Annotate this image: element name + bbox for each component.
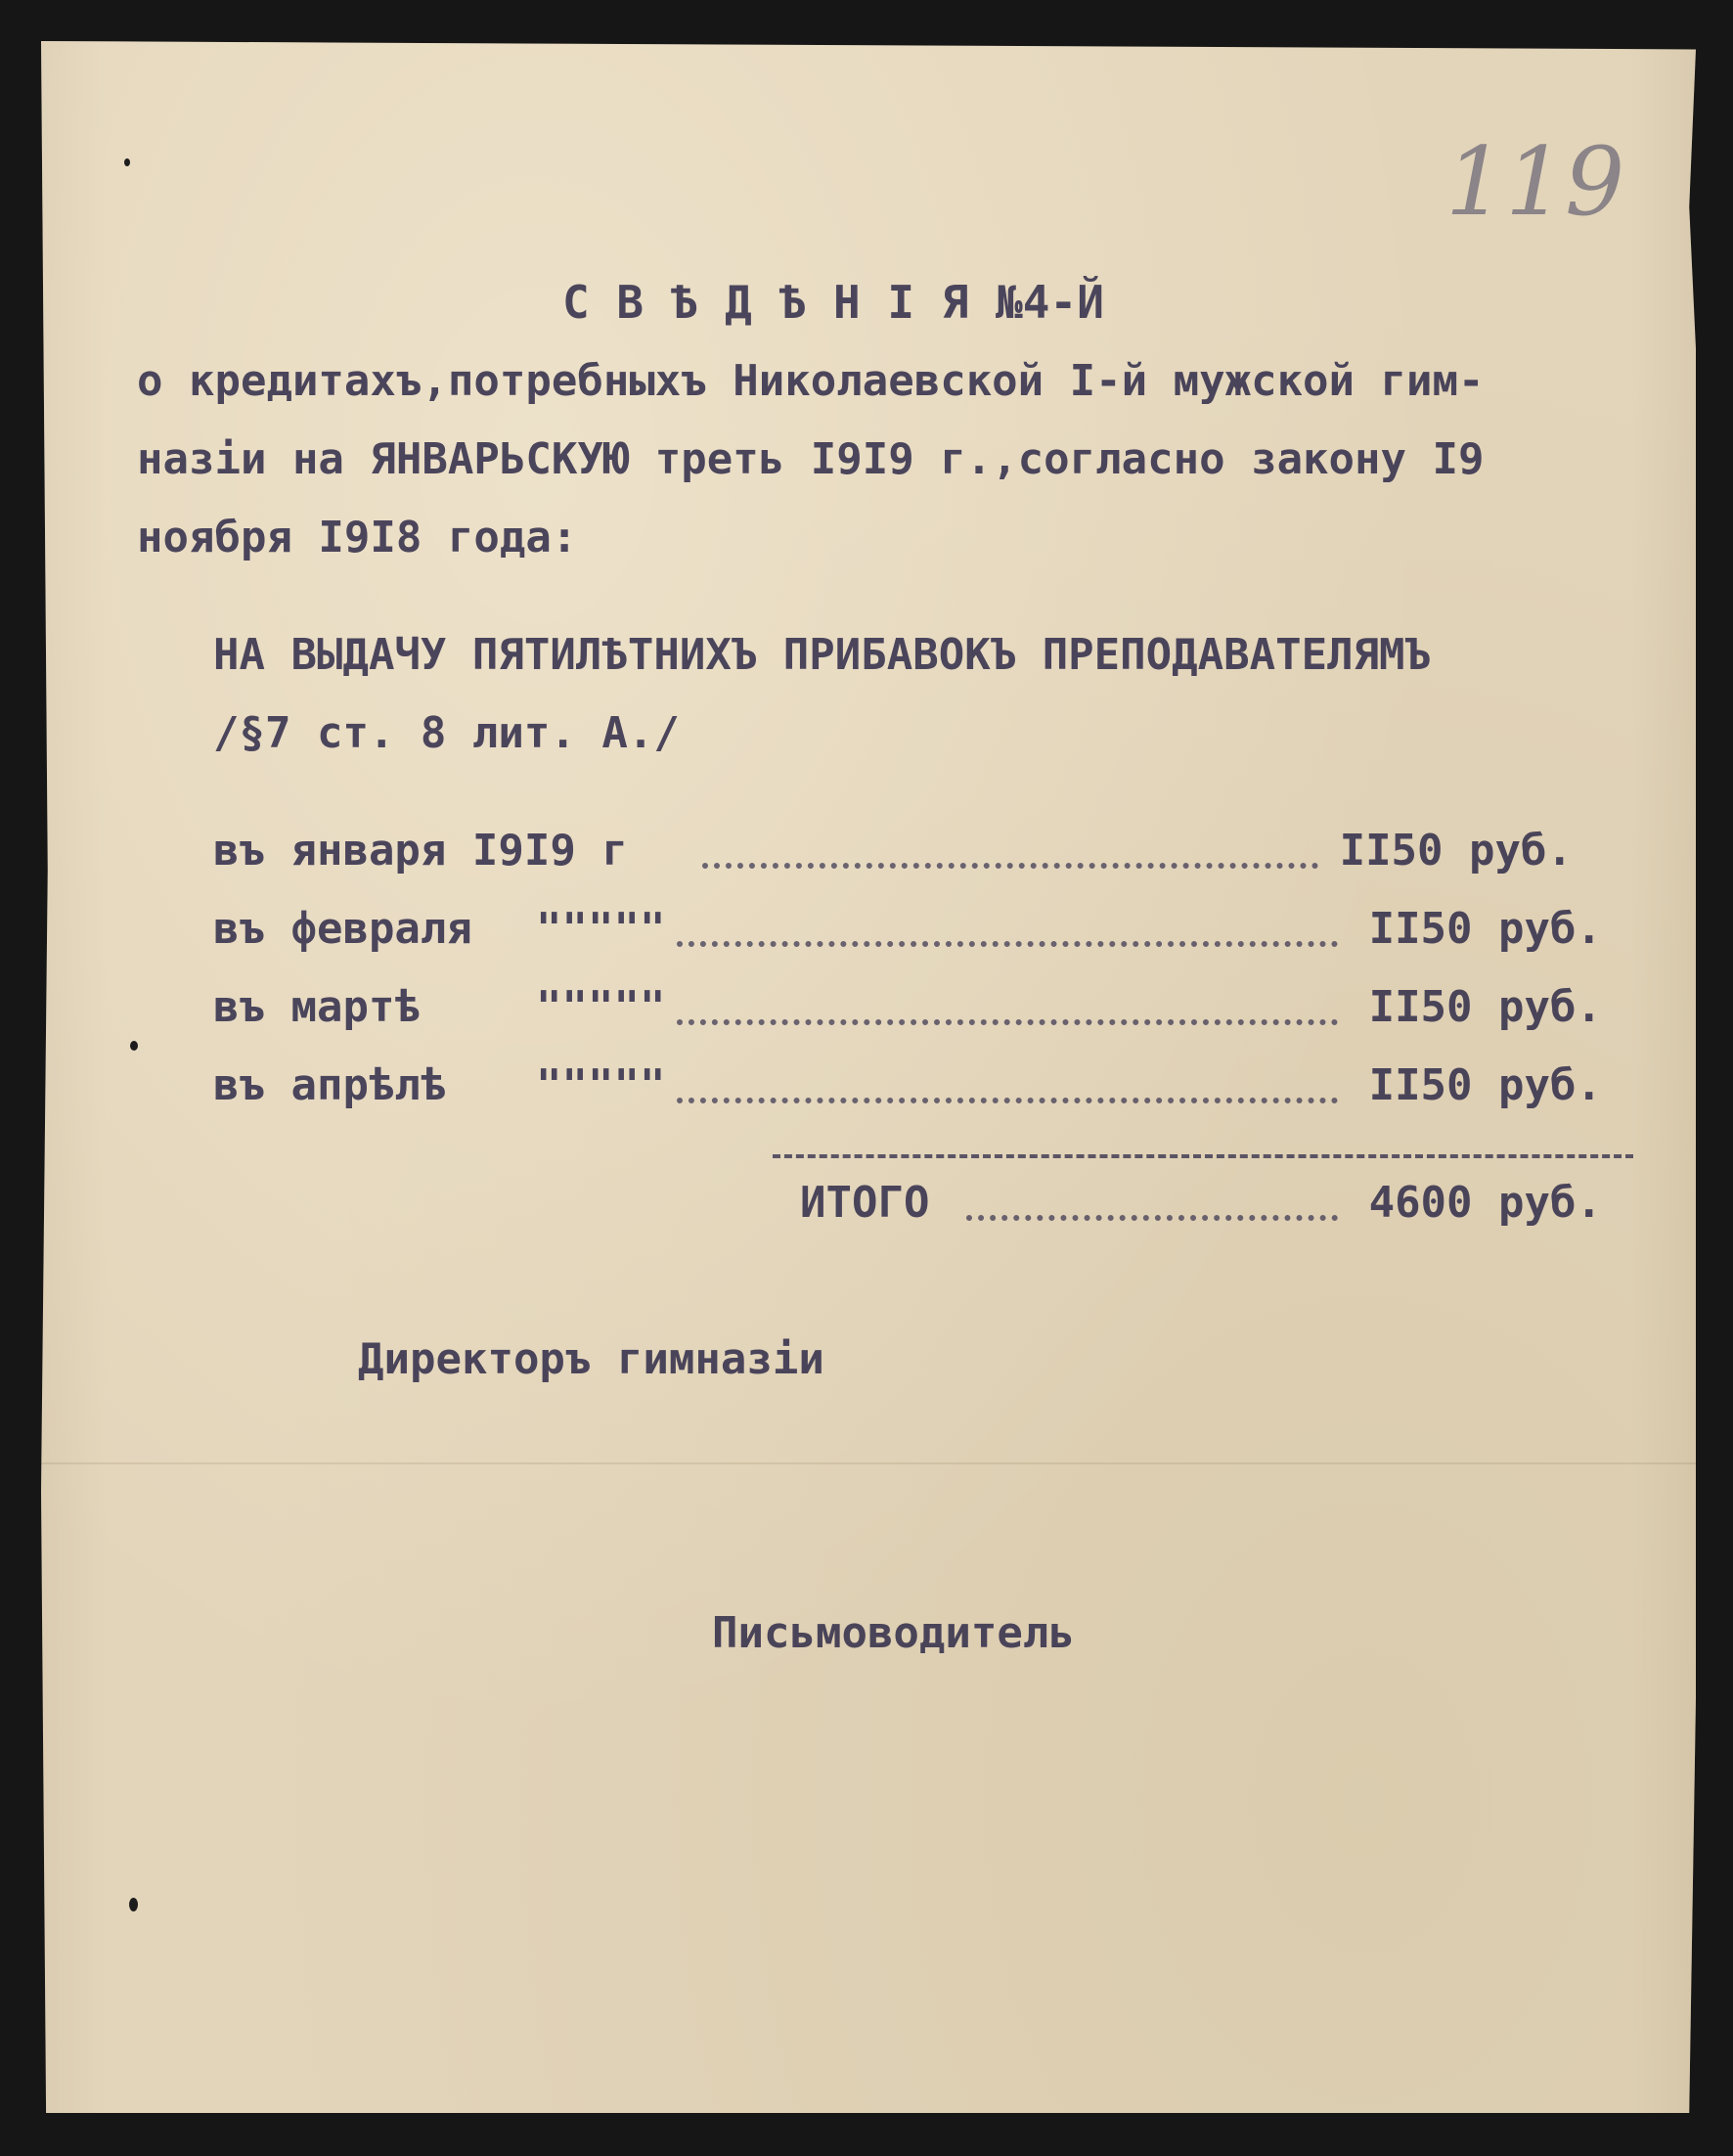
ledger-total-row bbox=[800, 1178, 1602, 1236]
ledger-row-amount: ІІ50 руб. bbox=[1368, 904, 1602, 954]
ledger-dot-leader bbox=[702, 863, 1318, 869]
ledger-row-amount: ІІ50 руб. bbox=[1339, 826, 1573, 876]
signature-director: Директоръ гимназіи bbox=[358, 1334, 824, 1384]
signature-clerk: Письмоводитель bbox=[712, 1608, 1075, 1658]
ledger-row-ditto: """"" bbox=[536, 904, 666, 954]
purpose-line-2: /§7 ст. 8 лит. А./ bbox=[213, 708, 680, 758]
ledger-row-label: въ мартѣ bbox=[213, 982, 421, 1032]
intro-line-1: о кредитахъ,потребныхъ Николаевской І-й мужской гим- bbox=[137, 356, 1485, 406]
total-separator-line bbox=[773, 1154, 1633, 1158]
ink-speck bbox=[124, 158, 130, 166]
ink-speck bbox=[129, 1898, 138, 1911]
paper-fold bbox=[41, 1462, 1696, 1464]
ledger-row-february bbox=[213, 904, 1602, 963]
ledger-row-ditto: """"" bbox=[536, 1060, 666, 1110]
ledger-row-january bbox=[213, 826, 1602, 884]
document-title: С В Ѣ Д Ѣ Н І Я №4-Й bbox=[562, 276, 1104, 329]
ledger-row-label: въ апрѣлѣ bbox=[213, 1060, 447, 1110]
ledger-row-april bbox=[213, 1060, 1602, 1119]
ledger-row-label: въ января І9І9 г bbox=[213, 826, 628, 876]
archive-page-number: 119 bbox=[1445, 127, 1625, 237]
intro-line-2: назіи на ЯНВАРЬСКУЮ треть І9І9 г.,согласно закону І9 bbox=[137, 434, 1485, 484]
purpose-line-1: НА ВЫДАЧУ ПЯТИЛѢТНИХЪ ПРИБАВОКЪ ПРЕПОДАВАТЕЛЯМЪ bbox=[213, 630, 1432, 680]
ledger-dot-leader bbox=[677, 1019, 1338, 1025]
ledger-row-amount: ІІ50 руб. bbox=[1368, 1060, 1602, 1110]
total-amount: 4600 руб. bbox=[1368, 1178, 1602, 1228]
ledger-row-march bbox=[213, 982, 1602, 1041]
ledger-dot-leader bbox=[677, 941, 1338, 947]
ledger-row-label: въ февраля bbox=[213, 904, 472, 954]
ledger-dot-leader bbox=[966, 1215, 1338, 1221]
total-label: ИТОГО bbox=[800, 1178, 930, 1228]
ledger-row-amount: ІІ50 руб. bbox=[1368, 982, 1602, 1032]
intro-line-3: ноября І9І8 года: bbox=[137, 513, 578, 562]
ledger-dot-leader bbox=[677, 1098, 1338, 1103]
ink-speck bbox=[130, 1041, 138, 1051]
ledger-row-ditto: """"" bbox=[536, 982, 666, 1032]
